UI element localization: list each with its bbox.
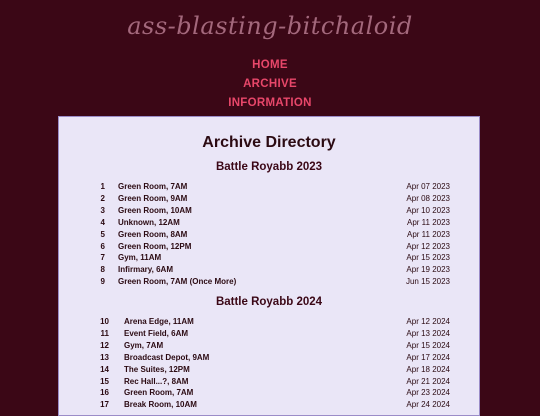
entry-date: Jun 15 2023	[405, 277, 450, 287]
archive-entry[interactable]	[59, 277, 479, 289]
archive-entry[interactable]	[59, 253, 479, 265]
entry-number: 15	[100, 376, 109, 386]
entry-date: Apr 07 2023	[406, 182, 450, 191]
entry-number: 13	[100, 352, 109, 362]
archive-entry[interactable]	[59, 182, 479, 194]
nav-home-link[interactable]: HOME	[252, 59, 288, 71]
entry-number: 4	[100, 217, 105, 227]
archive-entry[interactable]	[59, 230, 479, 242]
archive-entry[interactable]	[59, 242, 479, 254]
entry-title-link[interactable]: Green Room, 12PM	[118, 241, 192, 251]
archive-entry[interactable]	[59, 341, 479, 353]
entry-date: Apr 24 2024	[406, 400, 450, 410]
entry-date: Apr 17 2024	[406, 352, 450, 362]
archive-entry[interactable]	[59, 206, 479, 218]
entry-date: Apr 21 2024	[406, 376, 450, 386]
site-title: ass-blasting-bitchaloid	[127, 12, 413, 40]
nav-archive-link[interactable]: ARCHIVE	[243, 78, 297, 90]
entry-number: 12	[100, 340, 109, 350]
entry-number: 9	[100, 277, 105, 287]
entry-title-link[interactable]: Unknown, 12AM	[118, 217, 180, 227]
entry-date: Apr 11 2023	[407, 217, 450, 227]
archive-entry[interactable]	[59, 377, 479, 389]
entry-number: 3	[100, 205, 105, 215]
archive-entry[interactable]	[59, 400, 479, 412]
entry-date: Apr 08 2023	[406, 193, 450, 203]
section-title-2024: Battle Royabb 2024	[215, 296, 323, 308]
entry-number: 7	[100, 253, 105, 263]
entry-number: 1	[100, 182, 105, 191]
entry-date: Apr 23 2024	[406, 388, 450, 398]
archive-entry[interactable]	[59, 218, 479, 230]
entry-date: Apr 15 2024	[406, 340, 450, 350]
archive-panel	[58, 116, 480, 416]
entry-title-link[interactable]: Event Field, 6AM	[124, 328, 189, 338]
entry-title-link[interactable]: Rec Hall...?, 8AM	[124, 376, 189, 386]
entry-title-link[interactable]: Green Room, 8AM	[118, 229, 188, 239]
entry-title-link[interactable]: Green Room, 9AM	[118, 193, 188, 203]
entry-title-link[interactable]: Infirmary, 6AM	[118, 265, 173, 275]
archive-entry[interactable]	[59, 194, 479, 206]
entry-number: 2	[100, 193, 105, 203]
entry-date: Apr 12 2023	[406, 241, 450, 251]
page-title: Archive Directory	[202, 134, 336, 151]
entry-number: 5	[100, 229, 105, 239]
archive-entry[interactable]	[59, 388, 479, 400]
nav-information-link[interactable]: INFORMATION	[228, 97, 312, 109]
entry-date: Apr 12 2024	[406, 317, 450, 326]
archive-entry[interactable]	[59, 353, 479, 365]
archive-entry[interactable]	[59, 329, 479, 341]
entry-title-link[interactable]: Green Room, 7AM (Once More)	[118, 277, 237, 287]
entry-number: 10	[100, 317, 109, 326]
entry-date: Apr 15 2023	[406, 253, 450, 263]
entry-date: Apr 11 2023	[407, 229, 450, 239]
entry-number: 16	[100, 388, 109, 398]
entry-date: Apr 19 2023	[406, 265, 450, 275]
main-nav	[0, 56, 540, 113]
entry-title-link[interactable]: Gym, 7AM	[124, 340, 164, 350]
entry-number: 11	[100, 328, 109, 338]
entry-date: Apr 18 2024	[406, 364, 450, 374]
entry-title-link[interactable]: Gym, 11AM	[118, 253, 162, 263]
archive-entry[interactable]	[59, 265, 479, 277]
entry-title-link[interactable]: Green Room, 7AM	[118, 182, 188, 191]
entry-title-link[interactable]: Broadcast Depot, 9AM	[124, 352, 210, 362]
entry-number: 17	[100, 400, 109, 410]
entry-number: 14	[100, 364, 109, 374]
section-title-2023: Battle Royabb 2023	[215, 161, 323, 173]
entry-number: 6	[100, 241, 105, 251]
entry-date: Apr 13 2024	[406, 328, 450, 338]
entry-title-link[interactable]: The Suites, 12PM	[124, 364, 190, 374]
entry-title-link[interactable]: Green Room, 10AM	[118, 205, 192, 215]
entry-title-link[interactable]: Green Room, 7AM	[124, 388, 194, 398]
archive-entry[interactable]	[59, 365, 479, 377]
entry-number: 8	[100, 265, 105, 275]
entry-title-link[interactable]: Break Room, 10AM	[124, 400, 197, 410]
archive-entry[interactable]	[59, 317, 479, 329]
entry-date: Apr 10 2023	[406, 205, 450, 215]
entry-title-link[interactable]: Arena Edge, 11AM	[124, 317, 194, 326]
